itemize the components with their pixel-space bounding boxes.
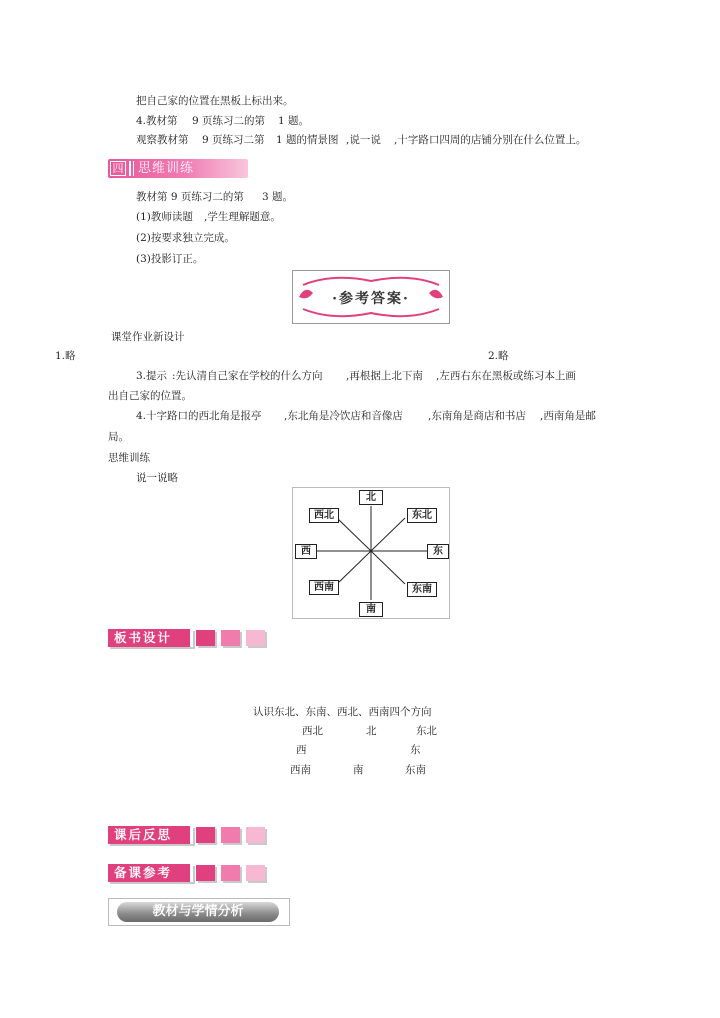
- direction-northwest: 西北: [309, 508, 339, 523]
- direction-northeast: 东北: [407, 508, 437, 523]
- compass-diagram: [292, 487, 450, 619]
- banner-square: [246, 827, 265, 843]
- step-1-b: ,学生理解题意。: [204, 211, 281, 223]
- banner-main: [108, 629, 193, 647]
- banner-label: 板书设计: [114, 630, 173, 645]
- banner-divider: [129, 161, 131, 176]
- answer-3-c: ,再根据上北下南: [346, 370, 423, 382]
- answer-banner: [292, 270, 450, 324]
- thinking-answer: 说一说略: [136, 472, 178, 484]
- banner-label: 课后反思: [114, 827, 173, 842]
- section-title: 思维训练: [138, 161, 195, 176]
- direction-southwest: 西南: [309, 580, 339, 595]
- banner-main: [108, 826, 193, 844]
- observe-line-c: 1 题的情景图: [276, 134, 339, 146]
- exercise-4-question: 1 题。: [278, 115, 310, 127]
- thinking-heading: 思维训练: [108, 452, 150, 464]
- banner-square: [196, 865, 215, 881]
- answer-1: 1.略: [55, 350, 76, 362]
- banner-square: [221, 865, 240, 881]
- banner-square: [196, 827, 215, 843]
- answer-banner-label: ·参考答案·: [332, 291, 410, 307]
- board-northeast: 东北: [416, 725, 437, 737]
- board-southeast: 东南: [405, 764, 426, 776]
- answer-4-d: ,西南角是邮: [540, 410, 596, 422]
- observe-line-b: 9 页练习二第: [202, 134, 265, 146]
- observe-line-d: ,说一说: [346, 134, 381, 146]
- section-number: 四: [110, 161, 126, 176]
- answer-3-b: :先认清自己家在学校的什么方向: [172, 370, 323, 382]
- analysis-banner: [108, 898, 290, 926]
- answer-2: 2.略: [488, 350, 509, 362]
- observe-line-e: ,十字路口四周的店铺分别在什么位置上。: [394, 134, 587, 146]
- banner-main: [108, 864, 193, 882]
- direction-north: 北: [359, 490, 383, 505]
- direction-west: 西: [295, 544, 317, 559]
- board-west: 西: [296, 744, 307, 756]
- analysis-label: 教材与学情分析: [152, 904, 244, 919]
- answer-3-d: ,左西右东在黑板或练习本上画: [436, 370, 576, 382]
- banner-square: [221, 827, 240, 843]
- direction-east: 东: [427, 544, 449, 559]
- board-northwest: 西北: [302, 725, 323, 737]
- board-title: 认识东北、东南、西北、西南四个方向: [253, 706, 432, 718]
- banner-square: [246, 865, 265, 881]
- answer-4-line-2: 局。: [108, 431, 129, 443]
- answer-3-line-2: 出自己家的位置。: [108, 390, 192, 402]
- answer-4-c: ,东南角是商店和书店: [428, 410, 526, 422]
- exercise-4-page: 9 页练习二的第: [192, 115, 266, 127]
- banner-square: [221, 630, 240, 646]
- banner-divider: [133, 161, 134, 176]
- board-southwest: 西南: [290, 764, 311, 776]
- answer-4-b: ,东北角是冷饮店和音像店: [284, 410, 403, 422]
- board-south: 南: [353, 764, 364, 776]
- step-2: (2)按要求独立完成。: [136, 232, 235, 244]
- banner-square: [196, 630, 215, 646]
- banner-square: [246, 630, 265, 646]
- homework-heading: 课堂作业新设计: [111, 331, 185, 343]
- instruction-line: 把自己家的位置在黑板上标出来。: [136, 95, 294, 107]
- banner-label: 备课参考: [114, 865, 173, 880]
- direction-south: 南: [359, 602, 383, 617]
- board-east: 东: [410, 744, 421, 756]
- observe-line-a: 观察教材第: [136, 134, 189, 146]
- direction-southeast: 东南: [407, 582, 437, 597]
- exercise-4-label: 4.教材第: [136, 115, 178, 127]
- step-1-a: (1)教师读题: [136, 211, 193, 223]
- board-north: 北: [366, 725, 377, 737]
- answer-3-a: 3.提示: [136, 370, 168, 382]
- analysis-oval: [117, 902, 279, 922]
- section-4-banner: [108, 159, 248, 178]
- answer-4-a: 4.十字路口的西北角是报亭: [136, 410, 262, 422]
- step-3: (3)投影订正。: [136, 253, 204, 265]
- section-4-line-b: 3 题。: [262, 191, 294, 203]
- section-4-line-a: 教材第 9 页练习二的第: [136, 191, 244, 203]
